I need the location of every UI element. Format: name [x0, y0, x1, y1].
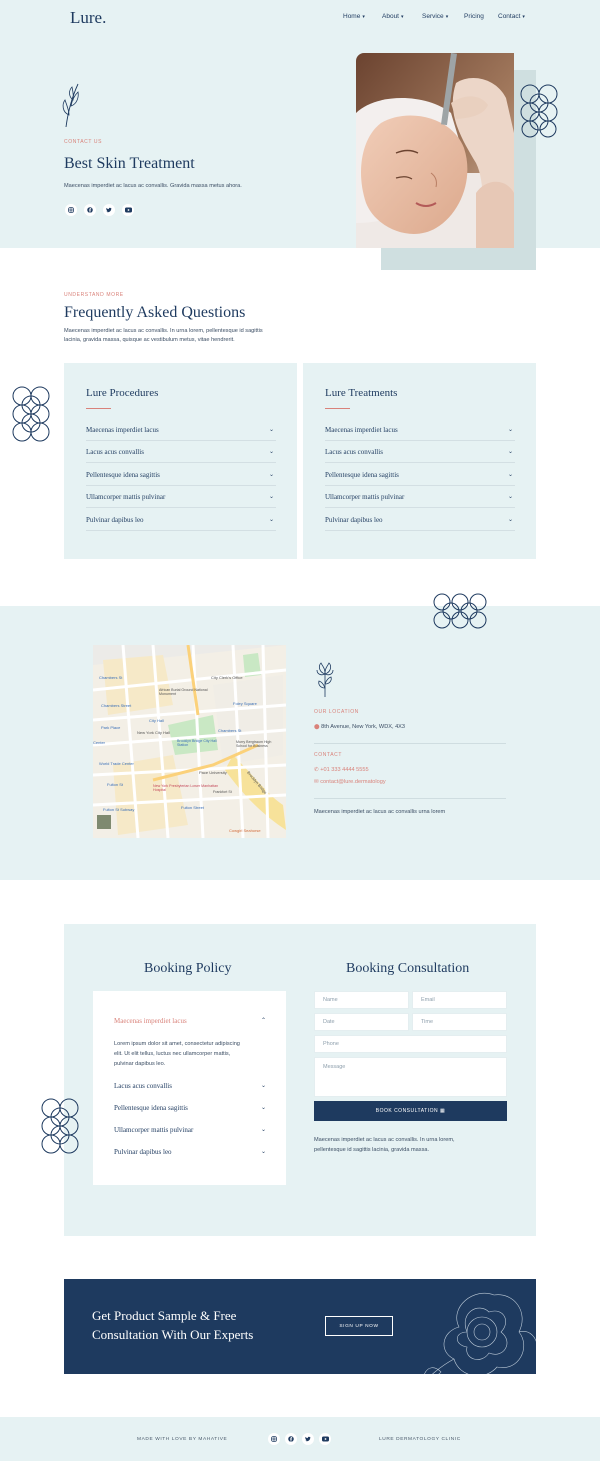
procedures-item-label: Lacus acus convallis: [86, 447, 144, 456]
name-placeholder: Name: [323, 997, 338, 1003]
policy-open-title: Maecenas imperdiet lacus: [114, 1017, 187, 1025]
map-pin-icon: ⬤: [314, 724, 320, 730]
map-label: World Trade Center: [99, 761, 134, 766]
chevron-down-icon: ⌄: [268, 516, 274, 523]
message-field[interactable]: [314, 1057, 507, 1097]
procedures-item-label: Pellentesque idena sagittis: [86, 470, 160, 479]
hero-eyebrow: CONTACT US: [64, 139, 103, 145]
contact-label: CONTACT: [314, 752, 342, 758]
footer-credit: MADE WITH LOVE BY MAHATIVE: [137, 1437, 228, 1442]
map-label: Fulton St Subway: [103, 807, 135, 812]
divider: [314, 798, 506, 799]
treatments-item[interactable]: [325, 419, 515, 441]
pattern-motif-icon: [520, 84, 558, 138]
map-label: Center: [93, 740, 106, 745]
faq-text-line2: lacinia, gravida massa, quisque ac vestibulum metus, vitae hendrerit.: [64, 337, 235, 343]
map-label: New York Presbyterian Lower Manhattan Hospital: [153, 784, 219, 792]
phone-placeholder: Phone: [323, 1041, 339, 1047]
book-button-label: BOOK CONSULTATION: [375, 1108, 439, 1114]
map-label: Park Place: [101, 725, 121, 730]
policy-item-open[interactable]: [114, 1017, 266, 1025]
booking-text-line2: pellentesque id sagittis lacinia, gravida massa.: [314, 1147, 430, 1153]
email-text: contact@lure.dermatology: [320, 779, 386, 785]
policy-item[interactable]: [114, 1082, 266, 1090]
map-label: Brooklyn Bridge City Hall Station: [177, 739, 217, 747]
address-row: [314, 723, 405, 732]
location-map[interactable]: [93, 645, 286, 838]
map-label: Cowgirl Seahorse: [229, 828, 261, 833]
treatments-item-label: Pulvinar dapibus leo: [325, 515, 383, 524]
facebook-icon[interactable]: [285, 1433, 297, 1445]
site-logo[interactable]: Lure.: [70, 8, 107, 27]
phone-link[interactable]: [314, 766, 369, 775]
nav-pricing-label: Pricing: [464, 13, 484, 20]
chevron-down-icon: ⌄: [268, 471, 274, 478]
procedures-item-label: Maecenas imperdiet lacus: [86, 425, 159, 434]
title-underline: [325, 408, 350, 409]
chevron-down-icon: ⌄: [507, 448, 513, 455]
phone-field[interactable]: [314, 1035, 507, 1053]
treatments-item[interactable]: [325, 509, 515, 531]
phone-icon: ✆: [314, 767, 319, 773]
chevron-down-icon: ▾: [445, 14, 449, 20]
calendar-icon: ▦: [440, 1108, 446, 1114]
twitter-icon[interactable]: [302, 1433, 314, 1445]
map-label: Pace University: [199, 770, 227, 775]
youtube-icon[interactable]: [122, 204, 134, 216]
faq-text-line1: Maecenas imperdiet ac lacus ac convallis. In urna lorem, pellentesque id sagittis: [64, 328, 263, 334]
facebook-icon[interactable]: [84, 204, 96, 216]
procedures-title: Lure Procedures: [86, 387, 159, 399]
chevron-down-icon: ⌄: [507, 516, 513, 523]
map-label: African Burial Ground National Monument: [159, 688, 208, 696]
chevron-down-icon: ⌄: [260, 1126, 266, 1133]
message-placeholder: Message: [323, 1064, 346, 1070]
faq-procedures-card: [64, 363, 297, 559]
treatments-item[interactable]: [325, 464, 515, 486]
policy-item-label: Pellentesque idena sagittis: [114, 1104, 188, 1112]
instagram-icon[interactable]: [268, 1433, 280, 1445]
policy-text-line: Lorem ipsum dolor sit amet, consectetur adipiscing: [114, 1041, 240, 1047]
map-label: New York City Hall: [137, 730, 170, 735]
phone-text: +01 333 4444 5555: [320, 767, 369, 773]
cta-line1: Get Product Sample & Free: [92, 1308, 237, 1323]
policy-accordion: [93, 991, 286, 1185]
nav-home-label: Home: [343, 13, 361, 20]
policy-open-text: [114, 1039, 240, 1069]
sign-up-button[interactable]: [325, 1316, 393, 1336]
email-field[interactable]: [412, 991, 507, 1009]
treatments-item-label: Pellentesque idena sagittis: [325, 470, 399, 479]
chevron-down-icon: ⌄: [268, 448, 274, 455]
procedures-item[interactable]: [86, 419, 276, 441]
youtube-icon[interactable]: [319, 1433, 331, 1445]
flower-icon: [314, 662, 336, 698]
procedures-item-label: Ullamcorper mattis pulvinar: [86, 492, 166, 501]
email-link[interactable]: [314, 778, 386, 787]
location-label: OUR LOCATION: [314, 709, 359, 715]
hero-text: Maecenas imperdiet ac lacus ac convallis. Gravida massa metus ahora.: [64, 183, 242, 189]
policy-item[interactable]: [114, 1104, 266, 1112]
treatments-item[interactable]: [325, 486, 515, 508]
policy-item[interactable]: [114, 1148, 266, 1156]
chevron-down-icon: ⌄: [507, 493, 513, 500]
procedures-item[interactable]: [86, 509, 276, 531]
chevron-down-icon: ⌄: [268, 426, 274, 433]
treatments-title: Lure Treatments: [325, 387, 398, 399]
policy-item-label: Lacus acus convallis: [114, 1082, 172, 1090]
address-text: 8th Avenue, New York, WDX, 4X3: [321, 724, 406, 730]
footer: [0, 1417, 600, 1461]
map-label: Foley Square: [233, 701, 257, 706]
faq-eyebrow: UNDERSTAND MORE: [64, 292, 124, 298]
contact-text: Maecenas imperdiet ac lacus ac convallis urna lorem: [314, 809, 446, 815]
leaf-icon: [60, 82, 84, 128]
cta-line2: Consultation With Our Experts: [92, 1327, 254, 1342]
treatments-item-label: Ullamcorper mattis pulvinar: [325, 492, 405, 501]
procedures-item-label: Pulvinar dapibus leo: [86, 515, 144, 524]
chevron-down-icon: ▾: [401, 14, 404, 20]
time-field[interactable]: [412, 1013, 507, 1031]
faq-title: Frequently Asked Questions: [64, 304, 246, 321]
chevron-up-icon: ⌃: [260, 1017, 266, 1024]
booking-consultation-title: Booking Consultation: [346, 961, 470, 976]
map-label: Chambers St: [99, 675, 123, 680]
map-label: Murry Bergtraum High School for Business: [236, 740, 272, 748]
chevron-down-icon: ⌄: [260, 1104, 266, 1111]
location-section: [0, 606, 600, 880]
title-underline: [86, 408, 111, 409]
pattern-motif-icon: [41, 1098, 79, 1154]
pattern-motif-icon: [12, 386, 50, 442]
policy-item[interactable]: [114, 1126, 266, 1134]
nav-contact-label: Contact: [498, 13, 521, 20]
chevron-down-icon: ⌄: [268, 493, 274, 500]
map-label: Frankfort St: [213, 790, 232, 794]
chevron-down-icon: ▾: [522, 14, 525, 20]
nav-about[interactable]: [382, 13, 404, 20]
twitter-icon[interactable]: [103, 204, 115, 216]
chevron-down-icon: ⌄: [260, 1148, 266, 1155]
treatments-item-label: Maecenas imperdiet lacus: [325, 425, 398, 434]
book-consultation-button[interactable]: [314, 1101, 507, 1121]
rose-illustration-icon: [419, 1287, 536, 1374]
map-label: Fulton St: [107, 782, 124, 787]
map-label: City Clerk's Office: [211, 675, 243, 680]
mail-icon: ✉: [314, 779, 319, 785]
booking-policy-title: Booking Policy: [144, 961, 232, 976]
map-label: Brooklyn Bridge: [246, 770, 269, 795]
chevron-down-icon: ⌄: [260, 1082, 266, 1089]
faq-treatments-card: [303, 363, 536, 559]
hero-treatment-photo: [356, 53, 514, 248]
pattern-motif-icon: [433, 593, 487, 629]
policy-item-label: Pulvinar dapibus leo: [114, 1148, 172, 1156]
policy-text-line: pulvinar dapibus leo.: [114, 1061, 166, 1067]
date-placeholder: Date: [323, 1019, 335, 1025]
hero-title: Best Skin Treatment: [64, 155, 195, 172]
chevron-down-icon: ⌄: [507, 426, 513, 433]
nav-home[interactable]: [343, 13, 365, 20]
chevron-down-icon: ⌄: [507, 471, 513, 478]
sign-up-label: SIGN UP NOW: [339, 1323, 379, 1329]
map-label: Chambers Street: [101, 703, 132, 708]
nav-contact[interactable]: [498, 13, 525, 20]
nav-service-label: Service: [422, 13, 444, 20]
time-placeholder: Time: [421, 1019, 434, 1025]
procedures-item[interactable]: [86, 486, 276, 508]
map-label: Chambers St: [218, 728, 242, 733]
nav-pricing[interactable]: [464, 13, 484, 20]
footer-clinic-name: LURE DERMATOLOGY CLINIC: [379, 1437, 461, 1442]
divider: [314, 743, 506, 744]
policy-item-label: Ullamcorper mattis pulvinar: [114, 1126, 194, 1134]
nav-service[interactable]: [422, 13, 448, 20]
procedures-item[interactable]: [86, 464, 276, 486]
map-label: Fulton Street: [181, 805, 204, 810]
email-placeholder: Email: [421, 997, 435, 1003]
booking-text-line1: Maecenas imperdiet ac lacus ac convallis. In urna lorem,: [314, 1137, 455, 1143]
chevron-down-icon: ▾: [362, 14, 365, 20]
map-label: City Hall: [149, 718, 164, 723]
treatments-item[interactable]: [325, 441, 515, 463]
procedures-item[interactable]: [86, 441, 276, 463]
policy-text-line: elit. Ut elit tellus, luctus nec ullamcorper mattis,: [114, 1051, 231, 1057]
instagram-icon[interactable]: [65, 204, 77, 216]
nav-about-label: About: [382, 13, 399, 20]
name-field[interactable]: [314, 991, 409, 1009]
date-field[interactable]: [314, 1013, 409, 1031]
treatments-item-label: Lacus acus convallis: [325, 447, 383, 456]
